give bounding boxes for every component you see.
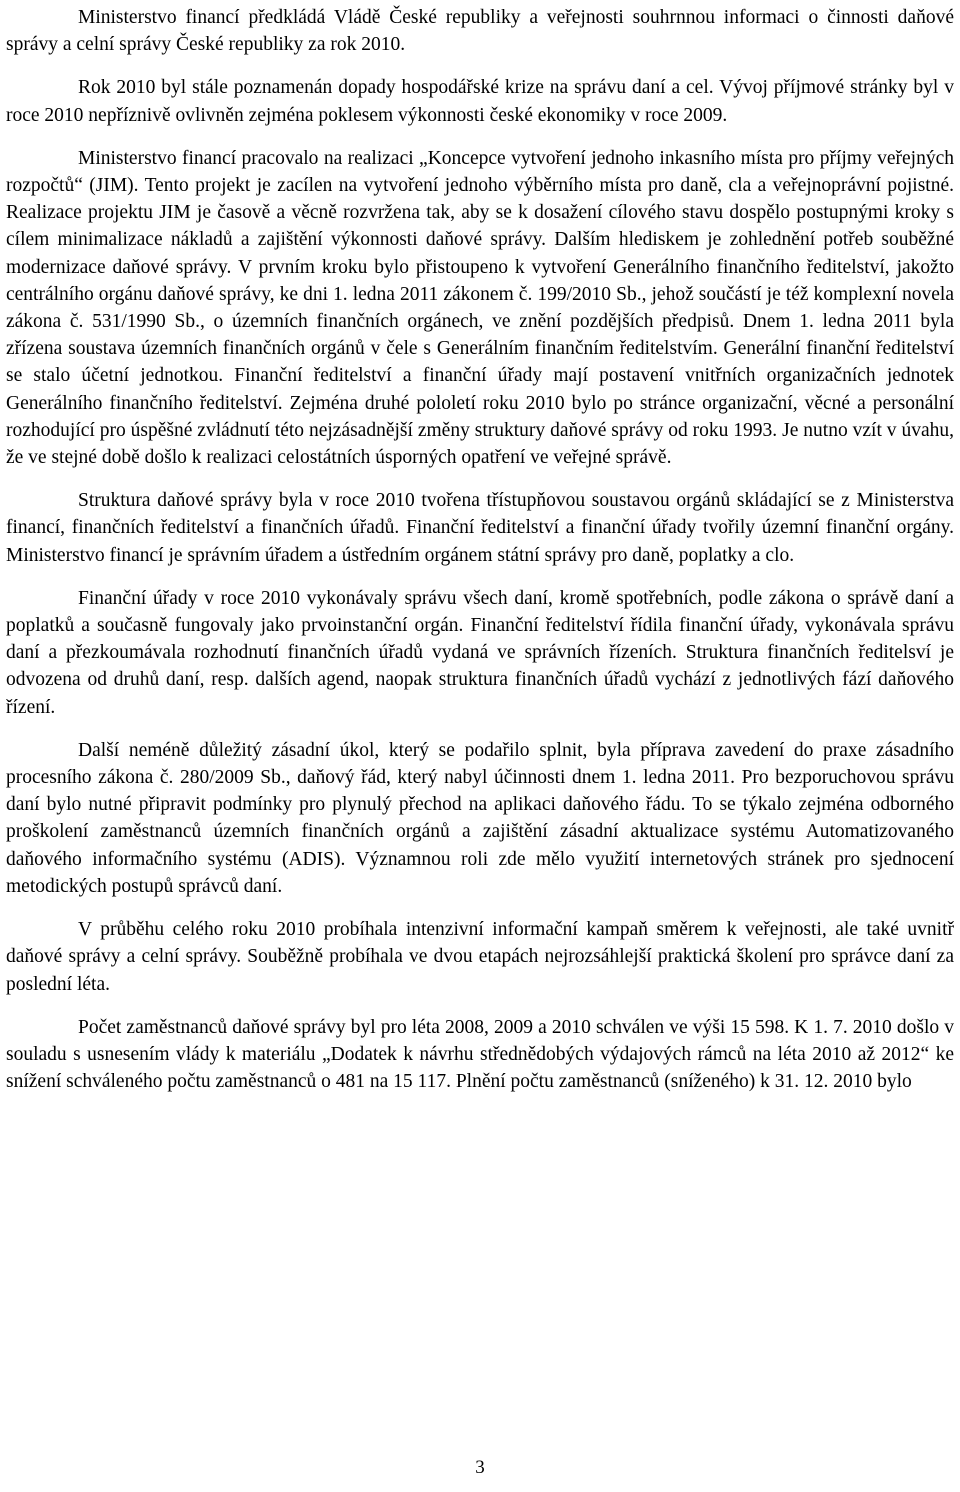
paragraph-information-campaign: V průběhu celého roku 2010 probíhala intenzivní informační kampaň směrem k veřejnosti, ale také uvnitř daňové správy a celní správy. Souběžně probíhala ve dvou etapách nejrozsáhlejší praktická školení pro správce daní za poslední léta. [6,919,954,995]
paragraph-crisis-impact: Rok 2010 byl stále poznamenán dopady hospodářské krize na správu daní a cel. Vývoj příjmové stránky byl v roce 2010 nepříznivě ovlivněn zejména poklesem výkonnosti české ekonomiky v roce 2009. [6,77,954,126]
paragraph-intro: Ministerstvo financí předkládá Vládě České republiky a veřejnosti souhrnnou informaci o činnosti daňové správy a celní správy České republiky za rok 2010. [6,7,954,56]
paragraph-tax-code: Další neméně důležitý zásadní úkol, který se podařilo splnit, byla příprava zavedení do praxe zásadního procesního zákona č. 280/2009 Sb., daňový řád, který nabyl účinnosti dnem 1. ledna 2011. Pro bezporuchovou správu daní bylo nutné připravit podmínky pro plynulý přechod na aplikaci daňového řádu. To se týkalo zejména odborného proškolení zaměstnanců územních finančních orgánů a zajištění zásadní aktualizace systému Automatizovaného daňového informačního systému (ADIS). Významnou roli zde mělo využití internetových stránek pro sjednocení metodických postupů správců daní. [6,739,954,897]
paragraph-jim-project: Ministerstvo financí pracovalo na realizaci „Koncepce vytvoření jednoho inkasního místa pro příjmy veřejných rozpočtů“ (JIM). Tento projekt je zacílen na vytvoření jednoho výběrního místa pro daně, cla a veřejnoprávní pojistné. Realizace projektu JIM je časově a věcně rozvržena tak, aby se k dosažení cílového stavu dospělo postupnými kroky s cílem minimalizace nákladů a zajištění výkonnosti daňové správy. Dalším hlediskem je zohlednění potřeb souběžné modernizace daňové správy. V prvním kroku bylo přistoupeno k vytvoření Generálního finančního ředitelství, jakožto centrálního orgánu daňové správy, ke dni 1. ledna 2011 zákonem č. 199/2010 Sb., jehož součástí je též komplexní novela zákona č. 531/1990 Sb., o územních finančních orgánech, ve znění pozdějších předpisů. Dnem 1. ledna 2011 byla zřízena soustava územních finančních orgánů v čele s Generálním finančním ředitelstvím. Generální finanční ředitelství se stalo účetní jednotkou. Finanční ředitelství a finanční úřady mají postavení vnitřních organizačních jednotek Generálního finančního ředitelství. Zejména druhé pololetí roku 2010 bylo po stránce organizační, věcné a personální rozhodující pro úspěšné zvládnutí této nejzásadnější změny struktury daňové správy od roku 1993. Je nutno vzít v úvahu, že ve stejné době došlo k realizaci celostátních úsporných opatření ve veřejné správě. [6,147,954,469]
document-body [6,4,954,1111]
page-number: 3 [475,1457,485,1478]
paragraph-tax-administration-structure: Struktura daňové správy byla v roce 2010 tvořena třístupňovou soustavou orgánů skládající se z Ministerstva financí, finančních ředitelství a finančních úřadů. Finanční ředitelství a finanční úřady tvořily územní finanční orgány. Ministerstvo financí je správním úřadem a ústředním orgánem státní správy pro daně, poplatky a clo. [6,490,954,566]
paragraph-employee-count: Počet zaměstnanců daňové správy byl pro léta 2008, 2009 a 2010 schválen ve výši 15 598. K 1. 7. 2010 došlo v souladu s usnesením vlády k materiálu „Dodatek k návrhu střednědobých výdajových rámců na léta 2010 až 2012“ ke snížení schváleného počtu zaměstnanců o 481 na 15 117. Plnění počtu zaměstnanců (sníženého) k 31. 12. 2010 bylo [6,1016,954,1093]
paragraph-tax-offices: Finanční úřady v roce 2010 vykonávaly správu všech daní, kromě spotřebních, podle zákona o správě daní a poplatků a současně fungovaly jako prvoinstanční orgán. Finanční ředitelství řídila finanční úřady, vykonávala správu daní a přezkoumávala rozhodnutí finančních úřadů vydaná ve správních řízeních. Struktura finančních ředitelsví je odvozena od druhů daní, resp. dalších agend, naopak struktura finančních úřadů vychází z jednotlivých fází daňového řízení. [6,587,954,718]
